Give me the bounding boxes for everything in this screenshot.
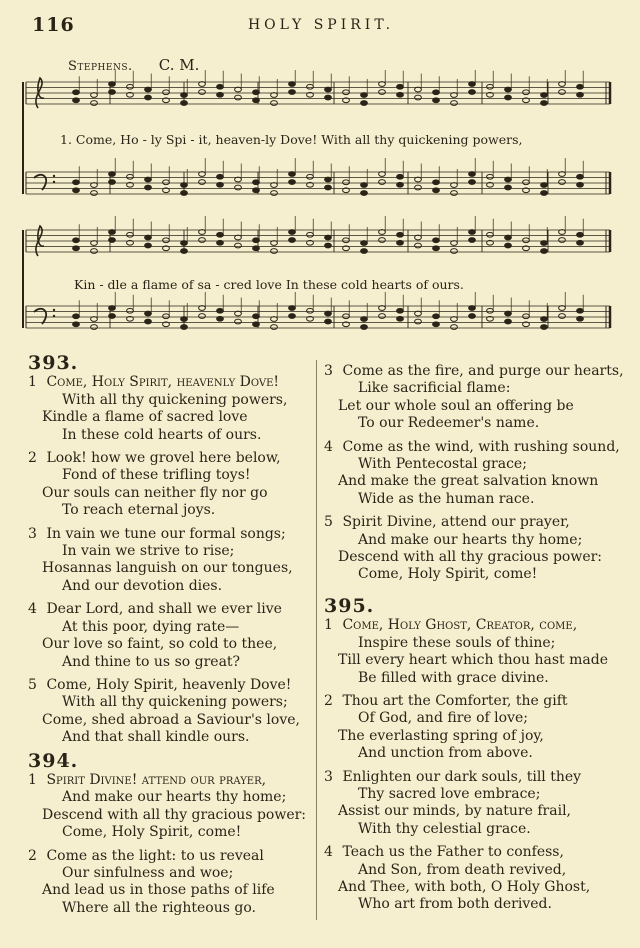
verse-line: Wide as the human race. — [358, 490, 535, 507]
verse-line: Come, shed abroad a Saviour's love, — [42, 711, 300, 728]
hymn-number: 394. — [28, 749, 79, 772]
note-head — [127, 174, 134, 179]
note-head — [325, 177, 332, 182]
right-column — [324, 363, 624, 920]
verse-line: Fond of these trifling toys! — [62, 467, 251, 484]
note-head — [559, 90, 566, 95]
verse-number: 3 — [28, 525, 37, 542]
note-head — [163, 180, 170, 185]
verse-line: To reach eternal joys. — [62, 502, 216, 519]
note-head — [397, 316, 404, 321]
stanza — [28, 526, 313, 596]
note-head — [577, 316, 584, 321]
note-head — [487, 174, 494, 179]
note-head — [289, 180, 296, 185]
music-score — [22, 70, 618, 350]
note-head — [415, 319, 422, 324]
note-head — [163, 314, 170, 319]
note-head — [505, 243, 512, 248]
verse-line: Like sacrificial flame: — [358, 380, 511, 397]
note-head — [145, 95, 152, 100]
verse-line: To our Redeemer's name. — [358, 415, 540, 432]
verse-line: And make the great salvation known — [338, 473, 599, 490]
note-head — [577, 84, 584, 89]
note-head — [415, 243, 422, 248]
left-column — [28, 352, 313, 923]
note-head — [181, 249, 188, 254]
verse-number: 1 — [28, 771, 37, 788]
stanza — [324, 617, 624, 687]
note-head — [469, 172, 476, 177]
note-head — [433, 188, 440, 193]
note-head — [559, 238, 566, 243]
bass-clef — [53, 315, 55, 317]
note-head — [559, 314, 566, 319]
note-head — [469, 90, 476, 95]
note-head — [235, 95, 242, 100]
note-head — [127, 308, 134, 313]
note-head — [181, 101, 188, 106]
stanza — [28, 848, 313, 918]
note-head — [145, 87, 152, 92]
verse-line: Descend with all thy gracious power: — [42, 806, 307, 823]
note-head — [487, 84, 494, 89]
note-head — [109, 90, 116, 95]
note-head — [91, 101, 98, 106]
verse-line: Thou art the Comforter, the gift — [342, 692, 568, 709]
verse-line: The everlasting spring of joy, — [338, 727, 544, 744]
note-head — [271, 249, 278, 254]
verse-line: Who art from both derived. — [358, 896, 552, 913]
note-head — [217, 92, 224, 97]
note-head — [505, 87, 512, 92]
stanza — [324, 514, 624, 584]
note-head — [217, 182, 224, 187]
verse-line: Come as the wind, with rushing sound, — [342, 438, 620, 455]
note-head — [307, 308, 314, 313]
verse-line: Let our whole soul an offering be — [338, 397, 574, 414]
verse-line: Inspire these souls of thine; — [358, 634, 556, 651]
note-head — [73, 180, 80, 185]
note-head — [559, 180, 566, 185]
note-head — [325, 235, 332, 240]
note-head — [415, 185, 422, 190]
note-head — [469, 314, 476, 319]
note-head — [325, 243, 332, 248]
note-head — [235, 319, 242, 324]
note-head — [541, 241, 548, 246]
column-divider — [316, 360, 317, 920]
note-head — [397, 92, 404, 97]
note-head — [307, 232, 314, 237]
note-head — [271, 191, 278, 196]
note-head — [577, 174, 584, 179]
note-head — [379, 90, 386, 95]
verse-number: 3 — [324, 363, 333, 379]
note-head — [145, 235, 152, 240]
note-head — [217, 174, 224, 179]
verse-line: And Son, from death revived, — [358, 861, 567, 878]
note-head — [91, 249, 98, 254]
note-head — [271, 101, 278, 106]
note-head — [505, 235, 512, 240]
note-head — [235, 185, 242, 190]
stanza — [324, 844, 624, 914]
note-head — [91, 191, 98, 196]
verse-line: Till every heart which thou hast made — [338, 652, 608, 669]
note-head — [145, 177, 152, 182]
note-head — [73, 188, 80, 193]
stanza — [28, 450, 313, 520]
note-head — [289, 238, 296, 243]
note-head — [181, 191, 188, 196]
note-head — [109, 82, 116, 87]
note-head — [253, 180, 260, 185]
verse-line: With all thy quickening powers; — [62, 694, 288, 711]
note-head — [577, 308, 584, 313]
note-head — [397, 182, 404, 187]
note-head — [469, 82, 476, 87]
verse-number: 1 — [28, 374, 37, 391]
bass-clef — [34, 175, 46, 190]
verse-line: And that shall kindle ours. — [62, 729, 250, 746]
hymn-number: 393. — [28, 352, 79, 374]
verse-line: Be filled with grace divine. — [358, 669, 549, 686]
note-head — [577, 232, 584, 237]
note-head — [343, 314, 350, 319]
note-head — [433, 180, 440, 185]
note-head — [433, 246, 440, 251]
note-head — [91, 325, 98, 330]
stanza — [28, 601, 313, 671]
note-head — [397, 232, 404, 237]
verse-number: 5 — [324, 514, 333, 531]
note-head — [181, 183, 188, 188]
verse-line: And thine to us so great? — [62, 653, 241, 670]
stanza — [324, 769, 624, 839]
verse-line: Come as the fire, and purge our hearts, — [342, 363, 624, 379]
verse-line: Kindle a flame of sacred love — [42, 409, 248, 426]
verse-number: 1 — [324, 617, 333, 634]
verse-line: Where all the righteous go. — [62, 899, 256, 916]
note-head — [433, 98, 440, 103]
verse-line: Look! how we grovel here below, — [46, 450, 281, 467]
note-head — [289, 90, 296, 95]
note-head — [145, 243, 152, 248]
bass-clef — [53, 309, 55, 311]
note-head — [127, 232, 134, 237]
note-head — [397, 174, 404, 179]
note-head — [307, 84, 314, 89]
note-head — [397, 84, 404, 89]
note-head — [505, 185, 512, 190]
note-head — [199, 238, 206, 243]
note-head — [379, 180, 386, 185]
note-head — [541, 93, 548, 98]
note-head — [73, 98, 80, 103]
note-head — [217, 316, 224, 321]
note-head — [289, 82, 296, 87]
note-head — [505, 177, 512, 182]
verse-line: Come, Holy Spirit, heavenly Dove! — [46, 676, 292, 693]
note-head — [235, 243, 242, 248]
verse-line: Come, Holy Ghost, Creator, come, — [342, 617, 578, 634]
note-head — [433, 90, 440, 95]
stanza — [28, 374, 313, 444]
note-head — [379, 238, 386, 243]
note-head — [505, 319, 512, 324]
note-head — [109, 238, 116, 243]
note-head — [289, 230, 296, 235]
note-head — [73, 246, 80, 251]
note-head — [397, 308, 404, 313]
note-head — [505, 311, 512, 316]
hymn-395 — [324, 594, 624, 914]
verse-line: Hosannas languish on our tongues, — [42, 560, 293, 577]
verse-line: At this poor, dying rate— — [62, 618, 240, 635]
note-head — [109, 172, 116, 177]
stanza — [324, 693, 624, 763]
verse-line: And lead us in those paths of life — [42, 882, 275, 899]
note-head — [253, 188, 260, 193]
note-head — [289, 306, 296, 311]
note-head — [523, 314, 530, 319]
note-head — [109, 306, 116, 311]
note-head — [307, 174, 314, 179]
note-head — [469, 230, 476, 235]
verse-line: With all thy quickening powers, — [62, 391, 288, 408]
stanza — [28, 772, 313, 842]
verse-line: Our sinfulness and woe; — [62, 864, 234, 881]
note-head — [199, 314, 206, 319]
hymn-394 — [28, 749, 313, 918]
note-head — [361, 101, 368, 106]
note-head — [325, 319, 332, 324]
note-head — [163, 90, 170, 95]
note-head — [487, 232, 494, 237]
note-head — [451, 101, 458, 106]
note-head — [181, 325, 188, 330]
stanza — [28, 677, 313, 747]
verse-number: 2 — [28, 847, 37, 864]
verse-line: In vain we tune our formal songs; — [46, 525, 286, 542]
verse-line: Thy sacred love embrace; — [358, 785, 541, 802]
note-head — [217, 232, 224, 237]
verse-line: And make our hearts thy home; — [62, 789, 287, 806]
note-head — [145, 185, 152, 190]
note-head — [523, 180, 530, 185]
note-head — [469, 306, 476, 311]
note-head — [469, 238, 476, 243]
verse-line: Enlighten our dark souls, till they — [342, 768, 582, 785]
verse-line: Spirit Divine! attend our prayer, — [46, 771, 267, 788]
note-head — [325, 311, 332, 316]
note-head — [181, 241, 188, 246]
note-head — [109, 314, 116, 319]
note-head — [199, 180, 206, 185]
note-head — [361, 241, 368, 246]
note-head — [361, 183, 368, 188]
verse-line: Descend with all thy gracious power: — [338, 549, 603, 566]
note-head — [541, 191, 548, 196]
page-header — [32, 14, 610, 38]
note-head — [397, 240, 404, 245]
note-head — [253, 314, 260, 319]
note-head — [271, 325, 278, 330]
verse-number: 4 — [324, 844, 333, 861]
note-head — [541, 249, 548, 254]
hymn-393 — [28, 352, 313, 747]
verse-number: 4 — [28, 601, 37, 618]
verse-line: Come as the light: to us reveal — [46, 847, 264, 864]
note-head — [451, 191, 458, 196]
verse-line: In these cold hearts of ours. — [62, 426, 262, 443]
verse-line: Assist our minds, by nature frail, — [338, 803, 572, 820]
tune-name: Stephens. — [68, 59, 133, 74]
note-head — [361, 249, 368, 254]
note-head — [73, 322, 80, 327]
verse-number: 2 — [324, 692, 333, 709]
verse-number: 2 — [28, 450, 37, 467]
note-head — [343, 90, 350, 95]
verse-line: And unction from above. — [358, 745, 533, 762]
verse-line: Spirit Divine, attend our prayer, — [342, 514, 570, 531]
note-head — [541, 325, 548, 330]
note-head — [577, 92, 584, 97]
note-head — [541, 101, 548, 106]
verse-line: And make our hearts thy home; — [358, 531, 583, 548]
verse-line: Come, Holy Spirit, come! — [358, 566, 538, 583]
note-head — [433, 322, 440, 327]
note-head — [469, 180, 476, 185]
note-head — [415, 95, 422, 100]
note-head — [523, 238, 530, 243]
note-head — [163, 238, 170, 243]
note-head — [199, 90, 206, 95]
note-head — [361, 93, 368, 98]
note-head — [577, 182, 584, 187]
note-head — [109, 230, 116, 235]
note-head — [253, 98, 260, 103]
note-head — [379, 314, 386, 319]
verse-line: With Pentecostal grace; — [358, 456, 527, 473]
note-head — [343, 238, 350, 243]
note-head — [541, 317, 548, 322]
bass-clef — [53, 181, 55, 183]
verse-line: Come, Holy Spirit, heavenly Dove! — [46, 374, 280, 391]
tune-meter: C. M. — [158, 56, 200, 74]
note-head — [127, 84, 134, 89]
note-head — [361, 325, 368, 330]
music-lyric-line-2: Kin - dle a flame of sa - cred love In these cold hearts of ours. — [74, 277, 464, 292]
verse-number: 3 — [324, 768, 333, 785]
music-lyric-line-1: 1. Come, Ho - ly Spi - it, heaven-ly Dove! With all thy quickening powers, — [60, 132, 523, 147]
note-head — [325, 87, 332, 92]
note-head — [523, 90, 530, 95]
note-head — [253, 246, 260, 251]
note-head — [541, 183, 548, 188]
note-head — [253, 238, 260, 243]
note-head — [289, 172, 296, 177]
verse-line: Dear Lord, and shall we ever live — [46, 601, 282, 618]
verse-number: 5 — [28, 676, 37, 693]
note-head — [181, 317, 188, 322]
bass-clef — [53, 175, 55, 177]
verse-line: And our devotion dies. — [62, 577, 223, 594]
note-head — [577, 240, 584, 245]
note-head — [433, 314, 440, 319]
stanza — [324, 439, 624, 509]
verse-line: And Thee, with both, O Holy Ghost, — [338, 878, 591, 895]
note-head — [145, 311, 152, 316]
note-head — [451, 325, 458, 330]
note-head — [361, 317, 368, 322]
verse-line: Our love so faint, so cold to thee, — [42, 636, 278, 653]
running-title: HOLY SPIRIT. — [247, 17, 395, 33]
note-head — [289, 314, 296, 319]
note-head — [217, 308, 224, 313]
note-head — [253, 90, 260, 95]
verse-line: In vain we strive to rise; — [62, 543, 235, 560]
note-head — [73, 314, 80, 319]
page-number: 116 — [32, 14, 75, 36]
note-head — [487, 308, 494, 313]
note-head — [325, 185, 332, 190]
verse-number: 4 — [324, 438, 333, 455]
note-head — [433, 238, 440, 243]
verse-line: Come, Holy Spirit, come! — [62, 824, 242, 841]
bass-clef — [34, 309, 46, 324]
stanza — [324, 363, 624, 433]
note-head — [343, 180, 350, 185]
note-head — [451, 249, 458, 254]
verse-line: Of God, and fire of love; — [358, 710, 529, 727]
note-head — [181, 93, 188, 98]
note-head — [73, 90, 80, 95]
note-head — [109, 180, 116, 185]
note-head — [325, 95, 332, 100]
note-head — [217, 84, 224, 89]
note-head — [505, 95, 512, 100]
note-head — [253, 322, 260, 327]
verse-line: Teach us the Father to confess, — [342, 844, 564, 861]
verse-line: Our souls can neither fly nor go — [42, 484, 268, 501]
verse-line: With thy celestial grace. — [358, 820, 531, 837]
note-head — [73, 238, 80, 243]
note-head — [217, 240, 224, 245]
note-head — [361, 191, 368, 196]
note-head — [145, 319, 152, 324]
hymn-number: 395. — [324, 594, 375, 617]
